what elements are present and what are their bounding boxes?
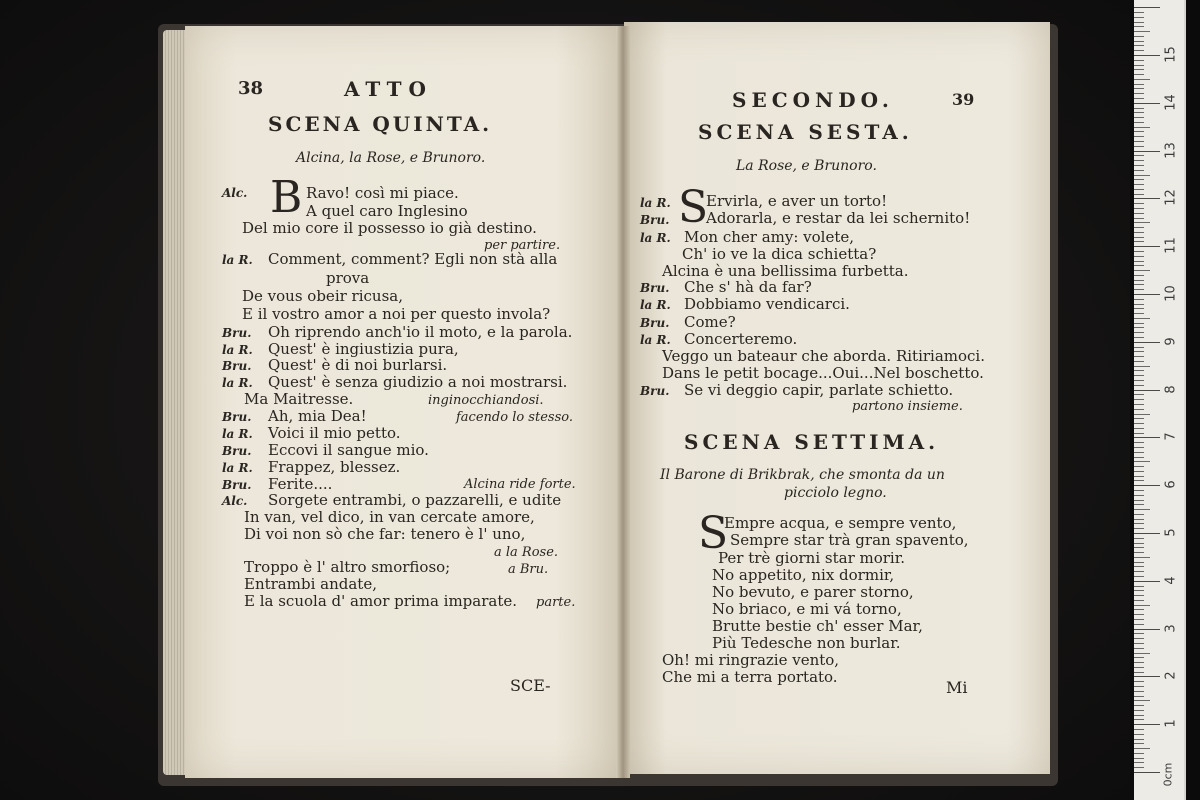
ruler-tick (1134, 619, 1144, 620)
ruler-tick (1134, 624, 1144, 625)
speaker-label: Bru. (222, 326, 252, 340)
verse-line: Troppo è l' altro smorfioso; (244, 558, 451, 576)
verse-line: Sorgete entrambi, o pazzarelli, e udite (268, 491, 562, 509)
ruler-tick (1134, 476, 1144, 477)
ruler-tick (1134, 294, 1160, 295)
verse-line: Brutte bestie ch' esser Mar, (712, 617, 923, 635)
ruler-tick (1134, 605, 1150, 606)
ruler-tick (1134, 653, 1150, 654)
ruler-tick (1134, 562, 1144, 563)
ruler-tick (1134, 457, 1144, 458)
speaker-label: Bru. (640, 316, 670, 330)
ruler-tick (1134, 45, 1144, 46)
ruler-number: 11 (1163, 237, 1179, 254)
verse-line: E la scuola d' amor prima imparate. (244, 592, 518, 610)
ruler-tick (1134, 394, 1144, 395)
ruler-tick (1134, 729, 1144, 730)
verse-line: Concerteremo. (684, 330, 798, 348)
ruler-tick (1134, 629, 1160, 630)
ruler-tick (1134, 667, 1144, 668)
ruler-tick (1134, 662, 1144, 663)
page-number: 39 (952, 90, 975, 109)
ruler-tick (1134, 409, 1144, 410)
ruler-tick (1134, 366, 1150, 367)
verse-line: Quest' è ingiustizia pura, (268, 340, 459, 358)
speaker-label: Alc. (222, 186, 248, 200)
ruler-tick (1134, 7, 1160, 8)
ruler-tick (1134, 208, 1144, 209)
ruler-tick (1134, 586, 1144, 587)
ruler-tick (1134, 194, 1144, 195)
verse-line: Più Tedesche non burlar. (712, 634, 901, 652)
ruler-tick (1134, 423, 1144, 424)
running-head: ATTO (344, 77, 433, 101)
ruler-tick (1134, 614, 1144, 615)
ruler-tick (1134, 332, 1144, 333)
ruler-tick (1134, 289, 1144, 290)
ruler-tick (1134, 337, 1144, 338)
speaker-label: la R. (222, 376, 253, 390)
ruler-tick (1134, 772, 1160, 773)
ruler-tick (1134, 590, 1144, 591)
ruler-tick (1134, 466, 1144, 467)
scene-characters: Il Barone di Brikbrak, che smonta da un (660, 467, 945, 483)
ruler-tick (1134, 261, 1144, 262)
ruler-tick (1134, 41, 1144, 42)
verse-line: Di voi non sò che far: tenero è l' uno, (244, 525, 526, 543)
ruler-tick (1134, 734, 1144, 735)
page-number: 38 (238, 78, 264, 99)
ruler-tick (1134, 724, 1160, 725)
verse-line: Come? (684, 313, 736, 331)
ruler-tick (1134, 433, 1144, 434)
ruler-tick (1134, 552, 1144, 553)
ruler-tick (1134, 380, 1144, 381)
ruler-tick (1134, 767, 1144, 768)
ruler-tick (1134, 514, 1144, 515)
ruler-tick (1134, 127, 1150, 128)
ruler-tick (1134, 136, 1144, 137)
scene-title: SCENA SETTIMA. (684, 430, 940, 454)
ruler-tick (1134, 519, 1144, 520)
ruler-tick (1134, 241, 1144, 242)
ruler-tick (1134, 179, 1144, 180)
verse-line: Ferite.... (268, 475, 333, 493)
ruler-tick (1134, 318, 1150, 319)
ruler-tick (1134, 447, 1144, 448)
catchword: SCE- (510, 676, 551, 695)
ruler-tick (1134, 280, 1144, 281)
verse-line: Quest' è senza giudizio a noi mostrarsi. (268, 373, 568, 391)
verse-line: De vous obeir ricusa, (242, 287, 403, 305)
ruler-number: 3 (1163, 623, 1179, 633)
ruler-tick (1134, 251, 1144, 252)
scene-title: SCENA SESTA. (698, 120, 913, 144)
stage-direction: Alcina ride forte. (464, 477, 576, 492)
ruler-tick (1134, 117, 1144, 118)
verse-line: Ervirla, e aver un torto! (706, 192, 888, 210)
ruler-number: 12 (1163, 189, 1179, 207)
verse-line: Adorarla, e restar da lei schernito! (706, 209, 971, 227)
ruler-tick (1134, 98, 1144, 99)
ruler-tick (1134, 198, 1160, 199)
verse-line: Sempre star trà gran spavento, (730, 531, 969, 549)
ruler-tick (1134, 232, 1144, 233)
ruler-tick (1134, 284, 1144, 285)
ruler-tick (1134, 256, 1144, 257)
ruler-tick (1134, 762, 1144, 763)
ruler-tick (1134, 17, 1144, 18)
ruler-tick (1134, 523, 1144, 524)
ruler-tick (1134, 509, 1150, 510)
ruler-tick (1134, 533, 1160, 534)
verse-line: Voici il mio petto. (268, 424, 401, 442)
ruler-tick (1134, 719, 1144, 720)
ruler-number: 15 (1163, 46, 1179, 63)
speaker-label: Bru. (222, 410, 252, 424)
scene-characters: Alcina, la Rose, e Brunoro. (296, 150, 486, 166)
ruler-tick (1134, 60, 1144, 61)
ruler-number: 14 (1163, 94, 1179, 111)
ruler-tick (1134, 31, 1150, 32)
ruler-tick (1134, 700, 1150, 701)
ruler-tick (1134, 485, 1160, 486)
ruler-tick (1134, 323, 1144, 324)
ruler-tick (1134, 581, 1160, 582)
ruler-tick (1134, 88, 1144, 89)
scene-characters: picciolo legno. (784, 485, 887, 501)
ruler-tick (1134, 79, 1150, 80)
ruler-tick (1134, 361, 1144, 362)
ruler-tick (1134, 504, 1144, 505)
stage-direction: partono insieme. (852, 399, 963, 414)
ruler-tick (1134, 480, 1144, 481)
ruler-unit: 0cm (1161, 762, 1175, 787)
speaker-label: Bru. (222, 359, 252, 373)
ruler-tick (1134, 26, 1144, 27)
ruler-tick (1134, 218, 1144, 219)
ruler-tick (1134, 418, 1144, 419)
ruler-tick (1134, 103, 1160, 104)
scene-title: SCENA QUINTA. (268, 112, 493, 136)
ruler-tick (1134, 758, 1144, 759)
ruler-tick (1134, 452, 1144, 453)
speaker-label: la R. (640, 333, 671, 347)
speaker-label: Bru. (640, 213, 670, 227)
ruler-tick (1134, 414, 1150, 415)
verse-line: Ravo! così mi piace. (306, 184, 459, 202)
ruler-tick (1134, 600, 1144, 601)
speaker-label: la R. (640, 196, 671, 210)
verse-line: Oh! mi ringrazie vento, (662, 651, 840, 669)
ruler-number: 1 (1163, 719, 1179, 728)
verse-line: E il vostro amor a noi per questo invola? (242, 305, 551, 323)
ruler-tick (1134, 595, 1144, 596)
ruler-tick (1134, 390, 1160, 391)
verse-line: No bevuto, e parer storno, (712, 583, 914, 601)
ruler-tick (1134, 189, 1144, 190)
verse-line: In van, vel dico, in van cercate amore, (244, 508, 535, 526)
ruler-tick (1134, 686, 1144, 687)
ruler-tick (1134, 571, 1144, 572)
ruler-tick (1134, 342, 1160, 343)
ruler-tick (1134, 461, 1150, 462)
ruler-tick (1134, 471, 1144, 472)
ruler-number: 2 (1163, 671, 1179, 681)
book-gutter (616, 26, 630, 778)
ruler-tick (1134, 65, 1144, 66)
ruler-tick (1134, 93, 1144, 94)
ruler-tick (1134, 715, 1144, 716)
ruler-number: 6 (1163, 480, 1179, 489)
verse-line: Ma Maitresse. (244, 390, 354, 408)
ruler-number: 10 (1163, 285, 1179, 302)
ruler-tick (1134, 55, 1160, 56)
drop-cap: S (698, 508, 729, 559)
ruler-number: 8 (1163, 384, 1179, 394)
verse-line: Del mio core il possesso io già destino. (242, 219, 537, 237)
ruler-tick (1134, 437, 1160, 438)
ruler-tick (1134, 500, 1144, 501)
stage-direction: inginocchiandosi. (428, 393, 544, 408)
speaker-label: la R. (640, 231, 671, 245)
verse-line: Entrambi andate, (244, 575, 377, 593)
ruler-tick (1134, 638, 1144, 639)
ruler-tick (1134, 122, 1144, 123)
ruler-tick (1134, 112, 1144, 113)
verse-line: Ch' io ve la dica schietta? (682, 245, 877, 263)
ruler-tick (1134, 22, 1144, 23)
ruler-tick (1134, 753, 1144, 754)
ruler-tick (1134, 399, 1144, 400)
ruler-tick (1134, 36, 1144, 37)
verse-line: Ah, mia Dea! (268, 407, 367, 425)
ruler-tick (1134, 705, 1144, 706)
ruler-tick (1134, 375, 1144, 376)
ruler-tick (1134, 69, 1144, 70)
verse-line: Comment, comment? Egli non stà alla (268, 250, 558, 268)
ruler-tick (1134, 609, 1144, 610)
ruler-tick (1134, 175, 1150, 176)
verse-line: No appetito, nix dormir, (712, 566, 895, 584)
ruler-tick (1134, 743, 1144, 744)
ruler-tick (1134, 237, 1144, 238)
ruler-tick (1134, 131, 1144, 132)
ruler-tick (1134, 313, 1144, 314)
ruler-tick (1134, 141, 1144, 142)
ruler-tick (1134, 308, 1144, 309)
ruler-tick (1134, 672, 1144, 673)
verse-line: Dobbiamo vendicarci. (684, 295, 850, 313)
ruler-number: 13 (1163, 141, 1179, 159)
ruler-tick (1134, 490, 1144, 491)
ruler-tick (1134, 304, 1144, 305)
ruler-tick (1134, 203, 1144, 204)
ruler-number: 9 (1163, 337, 1179, 346)
verse-line: Eccovi il sangue mio. (268, 441, 429, 459)
ruler-tick (1134, 748, 1150, 749)
ruler-tick (1134, 576, 1144, 577)
verse-line: Per trè giorni star morir. (718, 549, 906, 567)
ruler-tick (1134, 155, 1144, 156)
verse-line: Quest' è di noi burlarsi. (268, 356, 448, 374)
stage-direction: facendo lo stesso. (456, 410, 573, 425)
speaker-label: Alc. (222, 494, 248, 508)
verse-line: A quel caro Inglesino (306, 202, 468, 220)
ruler-tick (1134, 428, 1144, 429)
ruler-tick (1134, 327, 1144, 328)
verse-line: Veggo un bateaur che aborda. Ritiriamoci. (662, 347, 985, 365)
ruler-tick (1134, 370, 1144, 371)
stage-direction: parte. (536, 595, 576, 610)
ruler-tick (1134, 442, 1144, 443)
speaker-label: Bru. (222, 444, 252, 458)
ruler-tick (1134, 691, 1144, 692)
ruler-tick (1134, 299, 1144, 300)
ruler-tick (1134, 404, 1144, 405)
verse-line: Mon cher amy: volete, (684, 228, 855, 246)
verse-line: Che mi a terra portato. (662, 668, 838, 686)
verse-line: Se vi deggio capir, parlate schietto. (684, 381, 954, 399)
ruler-tick (1134, 710, 1144, 711)
ruler-tick (1134, 12, 1144, 13)
ruler-tick (1134, 739, 1144, 740)
ruler-tick (1134, 227, 1144, 228)
stage-direction: a la Rose. (494, 545, 559, 560)
ruler-tick (1134, 676, 1160, 677)
ruler-tick (1134, 495, 1144, 496)
ruler-tick (1134, 681, 1144, 682)
catchword: Mi (946, 678, 968, 697)
speaker-label: la R. (222, 461, 253, 475)
ruler-tick (1134, 165, 1144, 166)
ruler-tick (1134, 184, 1144, 185)
ruler-tick (1134, 270, 1150, 271)
ruler-tick (1134, 84, 1144, 85)
speaker-label: Bru. (222, 478, 252, 492)
ruler-tick (1134, 547, 1144, 548)
verse-line: Alcina è una bellissima furbetta. (662, 262, 909, 280)
ruler-tick (1134, 543, 1144, 544)
ruler-tick (1134, 170, 1144, 171)
ruler-tick (1134, 528, 1144, 529)
verse-line: Dans le petit bocage...Oui...Nel boschetto. (662, 364, 984, 382)
ruler-tick (1134, 347, 1144, 348)
ruler-tick (1134, 108, 1144, 109)
verse-line: prova (326, 269, 370, 287)
speaker-label: la R. (640, 298, 671, 312)
ruler-tick (1134, 696, 1144, 697)
speaker-label: Bru. (640, 281, 670, 295)
speaker-label: la R. (222, 253, 253, 267)
ruler-tick (1134, 538, 1144, 539)
drop-cap: B (270, 172, 303, 223)
ruler-tick (1134, 557, 1150, 558)
ruler-tick (1134, 265, 1144, 266)
ruler-tick (1134, 356, 1144, 357)
stage-direction: a Bru. (508, 562, 549, 577)
verse-line: Frappez, blessez. (268, 458, 401, 476)
ruler-tick (1134, 566, 1144, 567)
verse-line: Oh riprendo anch'io il moto, e la parola. (268, 323, 573, 341)
stage-direction: per partire. (484, 238, 561, 253)
ruler-tick (1134, 351, 1144, 352)
ruler-number: 7 (1163, 432, 1179, 442)
running-head: SECONDO. (732, 88, 894, 112)
ruler-tick (1134, 633, 1144, 634)
ruler-tick (1134, 275, 1144, 276)
speaker-label: la R. (222, 343, 253, 357)
verse-line: No briaco, e mi vá torno, (712, 600, 902, 618)
ruler-tick (1134, 160, 1144, 161)
verse-line: Che s' hà da far? (684, 278, 812, 296)
drop-cap: S (678, 182, 709, 233)
verse-line: Empre acqua, e sempre vento, (724, 514, 957, 532)
ruler-tick (1134, 643, 1144, 644)
ruler-tick (1134, 648, 1144, 649)
scene-characters: La Rose, e Brunoro. (736, 158, 877, 174)
ruler-tick (1134, 385, 1144, 386)
ruler-tick (1134, 213, 1144, 214)
speaker-label: Bru. (640, 384, 670, 398)
ruler-number: 4 (1163, 576, 1179, 585)
ruler-tick (1134, 222, 1150, 223)
speaker-label: la R. (222, 427, 253, 441)
ruler-tick (1134, 246, 1160, 247)
ruler-tick (1134, 657, 1144, 658)
ruler-tick (1134, 151, 1160, 152)
ruler-tick (1134, 50, 1144, 51)
ruler-tick (1134, 74, 1144, 75)
ruler-tick (1134, 146, 1144, 147)
ruler-number: 5 (1163, 528, 1179, 537)
